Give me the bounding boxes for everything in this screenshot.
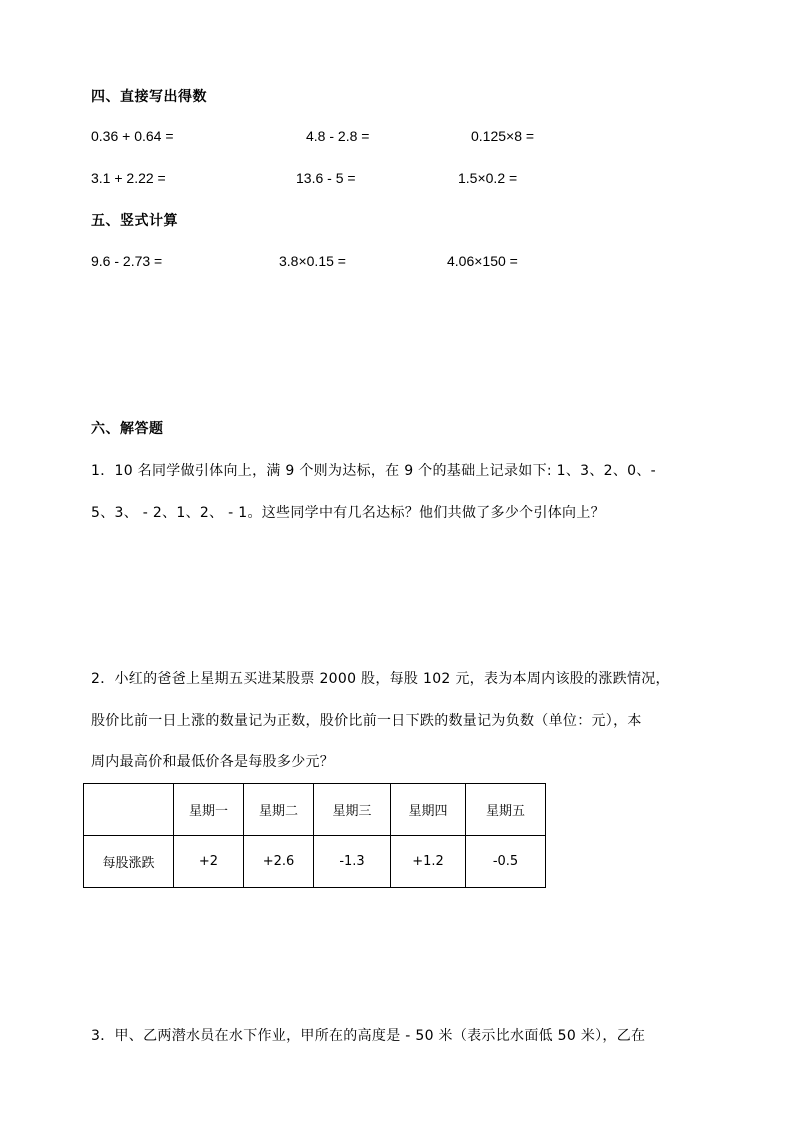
section-6-title: 六、解答题 [91, 421, 164, 437]
table-header-cell: 星期二 [244, 784, 314, 836]
problem-5-3: 4.06×150 = [447, 253, 518, 269]
price-change-table [83, 783, 546, 888]
section-5-title: 五、竖式计算 [91, 213, 178, 229]
table-header-cell: 星期五 [466, 784, 546, 836]
problem-5-2: 3.8×0.15 = [279, 253, 346, 269]
problem-4-1: 0.36 + 0.64 = [91, 128, 174, 144]
table-cell: +2 [174, 836, 244, 888]
problem-4-3: 0.125×8 = [471, 128, 535, 144]
problem-4-5: 13.6 - 5 = [296, 170, 356, 186]
question-1-line-2: 5、3、 - 2、1、2、 - 1。这些同学中有几名达标？他们共做了多少个引体向上？ [91, 505, 605, 521]
question-2-line-3: 周内最高价和最低价各是每股多少元？ [91, 754, 335, 770]
table-row-label: 每股涨跌 [84, 836, 174, 888]
section-4-title: 四、直接写出得数 [91, 89, 207, 105]
table-cell: -0.5 [466, 836, 546, 888]
table-row [84, 836, 546, 888]
problem-4-2: 4.8 - 2.8 = [306, 128, 370, 144]
problem-4-4: 3.1 + 2.22 = [91, 170, 166, 186]
table-header-cell [84, 784, 174, 836]
table-header-cell: 星期三 [314, 784, 391, 836]
question-2-line-1: 2．小红的爸爸上星期五买进某股票 2000 股，每股 102 元，表为本周内该股的涨跌情况， [91, 671, 670, 687]
question-1-line-1: 1．10 名同学做引体向上，满 9 个则为达标，在 9 个的基础上记录如下: 1、3、2、0、- [91, 463, 657, 479]
question-2-line-2: 股价比前一日上涨的数量记为正数，股价比前一日下跌的数量记为负数（单位：元），本 [91, 713, 642, 729]
table-header-cell: 星期一 [174, 784, 244, 836]
problem-4-6: 1.5×0.2 = [458, 170, 518, 186]
table-cell: +2.6 [244, 836, 314, 888]
table-header-row [84, 784, 546, 836]
problem-5-1: 9.6 - 2.73 = [91, 253, 163, 269]
table-cell: +1.2 [391, 836, 466, 888]
question-3-line-1: 3．甲、乙两潜水员在水下作业，甲所在的高度是 - 50 米（表示比水面低 50 米），乙在 [91, 1028, 646, 1044]
table-cell: -1.3 [314, 836, 391, 888]
table-header-cell: 星期四 [391, 784, 466, 836]
